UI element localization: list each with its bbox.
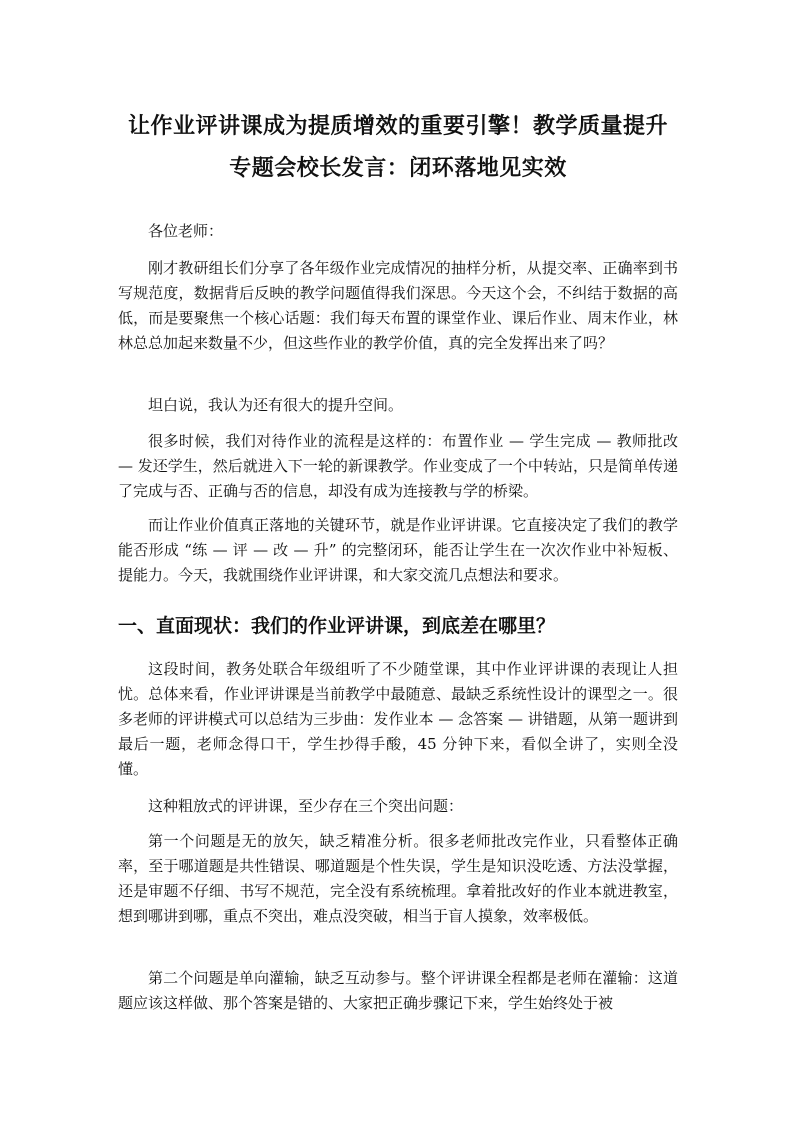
- section1-paragraph-1: 这段时间，教务处联合年级组听了不少随堂课，其中作业评讲课的表现让人担忧。总体来看，作业评讲课是当前教学中最随意、最缺乏系统性设计的课型之一。很多老师的评讲模式可以总结为三步曲：发作业本 — 念答案 — 讲错题，从第一题讲到最后一题，老师念得口干，学生抄得手酸，45 分钟下来，看似全讲了，实则全没懂。: [118, 660, 678, 778]
- intro-paragraph-3: 很多时候，我们对待作业的流程是这样的：布置作业 — 学生完成 — 教师批改 — 发还学生，然后就进入下一轮的新课教学。作业变成了一个中转站，只是简单传递了完成与否、正确与否的信息，却没有成为连接教与学的桥梁。: [118, 432, 678, 500]
- intro-paragraph-1: 刚才教研组长们分享了各年级作业完成情况的抽样分析，从提交率、正确率到书写规范度，数据背后反映的教学问题值得我们深思。今天这个会，不纠结于数据的高低，而是要聚焦一个核心话题：我们每天布置的课堂作业、课后作业、周末作业，林林总总加起来数量不少，但这些作业的教学价值，真的完全发挥出来了吗？: [118, 259, 678, 352]
- intro-paragraph-4: 而让作业价值真正落地的关键环节，就是作业评讲课。它直接决定了我们的教学能否形成 “练 — 评 — 改 — 升” 的完整闭环，能否让学生在一次次作业中补短板、提能力。今天，我就围绕作业评讲课，和大家交流几点想法和要求。: [118, 516, 678, 584]
- intro-paragraph-2: 坦白说，我认为还有很大的提升空间。: [148, 396, 404, 414]
- section1-paragraph-2: 这种粗放式的评讲课，至少存在三个突出问题：: [148, 797, 464, 815]
- section1-paragraph-3: 第一个问题是无的放矢，缺乏精准分析。很多老师批改完作业，只看整体正确率，至于哪道题是共性错误、哪道题是个性失误，学生是知识没吃透、方法没掌握，还是审题不仔细、书写不规范，完全没有系统梳理。拿着批改好的作业本就进教室，想到哪讲到哪，重点不突出，难点没突破，相当于盲人摸象，效率极低。: [118, 832, 678, 925]
- document-title: 让作业评讲课成为提质增效的重要引擎！教学质量提升专题会校长发言：闭环落地见实效: [127, 114, 668, 181]
- section1-paragraph-4: 第二个问题是单向灌输，缺乏互动参与。整个评讲课全程都是老师在灌输：这道题应该这样做、那个答案是错的、大家把正确步骤记下来，学生始终处于被: [118, 969, 678, 1012]
- greeting-line: 各位老师：: [148, 222, 224, 240]
- section-heading-1: 一、直面现状：我们的作业评讲课，到底差在哪里？: [118, 615, 556, 637]
